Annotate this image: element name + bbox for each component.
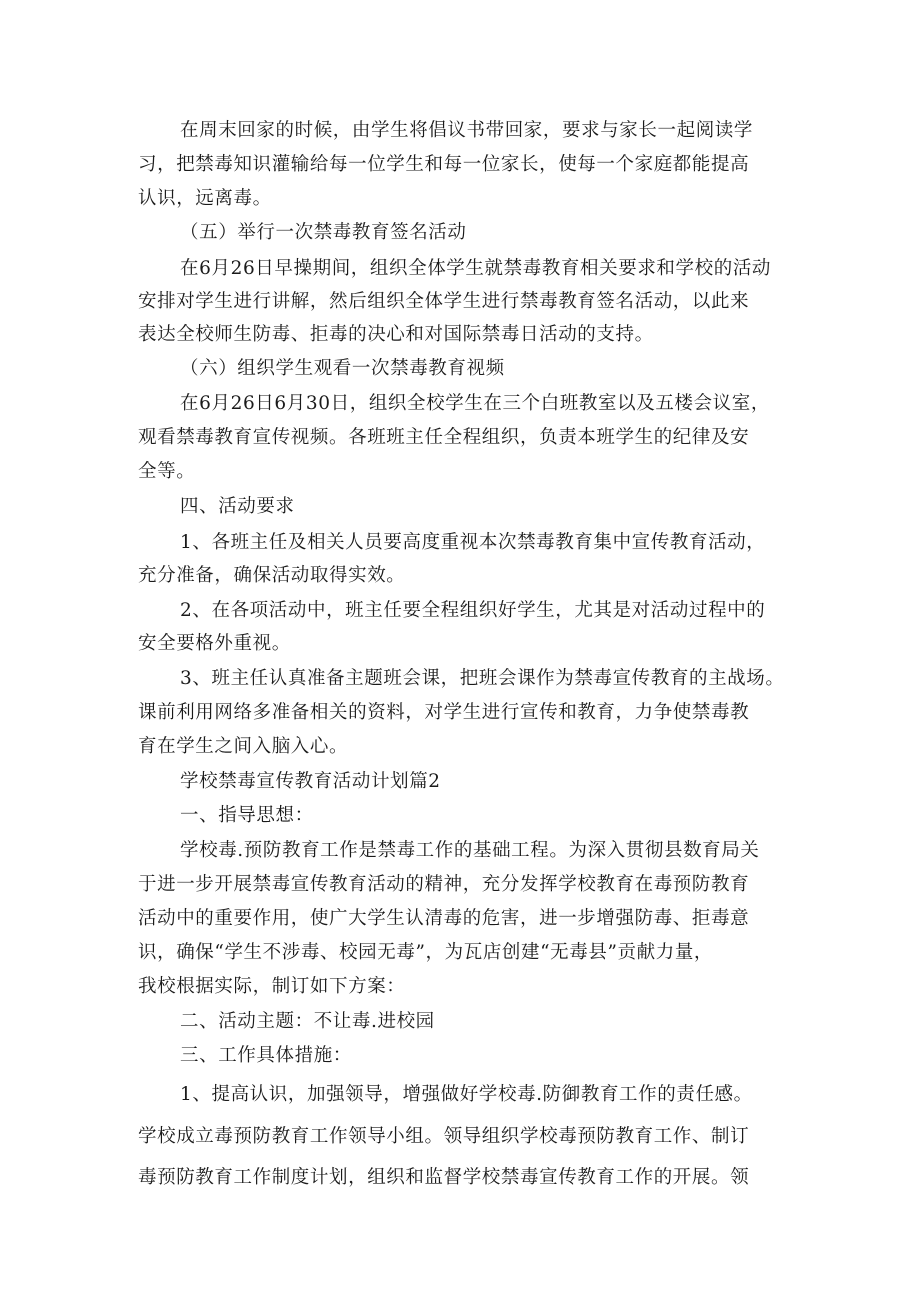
paragraph-line: 2、在各项活动中，班主任要全程组织好学生，尤其是对活动过程中的	[180, 600, 766, 621]
document-title: 学校禁毒宣传教育活动计划篇2	[180, 771, 441, 792]
paragraph-line: 课前利用网络多准备相关的资料，对学生进行宣传和教育，力争使禁毒教	[138, 702, 750, 723]
paragraph-line: 育在学生之间入脑入心。	[138, 736, 349, 757]
paragraph-line: 于进一步开展禁毒宣传教育活动的精神，充分发挥学校教育在毒预防教育	[138, 874, 750, 895]
section-heading: 二、活动主题：不让毒.进校园	[180, 1011, 435, 1032]
paragraph-line: 学校毒.预防教育工作是禁毒工作的基础工程。为深入贯彻县数育局关	[180, 840, 760, 861]
paragraph-line: 表达全校师生防毒、拒毒的决心和对国际禁毒日活动的支持。	[138, 324, 654, 345]
paragraph-line: 习，把禁毒知识灌输给每一位学生和每一位家长，使每一个家庭都能提高	[138, 154, 750, 175]
paragraph-line: 我校根据实际，制订如下方案：	[138, 976, 406, 997]
section-heading: （六）组织学生观看一次禁毒教育视频	[180, 358, 505, 379]
paragraph-line: 1、各班主任及相关人员要高度重视本次禁毒教育集中宣传教育活动，	[180, 532, 766, 553]
paragraph-line: 在6月26日早操期间，组织全体学生就禁毒教育相关要求和学校的活动	[180, 258, 772, 279]
paragraph-line: 3、班主任认真准备主题班会课，把班会课作为禁毒宣传教育的主战场。	[180, 668, 785, 689]
paragraph-line: 在周末回家的时候，由学生将倡议书带回家，要求与家长一起阅读学	[180, 120, 754, 141]
paragraph-line: 全等。	[138, 461, 196, 482]
paragraph-line: 活动中的重要作用，使广大学生认清毒的危害，进一步增强防毒、拒毒意	[138, 908, 750, 929]
paragraph-line: 识，确保“学生不涉毒、校园无毒”，为瓦店创建“无毒县”贡献力量，	[138, 942, 714, 963]
paragraph-line: 认识，远离毒。	[138, 188, 272, 209]
paragraph-line: 安排对学生进行讲解，然后组织全体学生进行禁毒教育签名活动，以此来	[138, 291, 750, 312]
paragraph-line: 观看禁毒教育宣传视频。各班班主任全程组织，负责本班学生的纪律及安	[138, 427, 750, 448]
paragraph-line: 在6月26日6月30日，组织全校学生在三个白班教室以及五楼会议室，	[180, 393, 770, 414]
paragraph-line: 学校成立毒预防教育工作领导小组。领导组织学校毒预防教育工作、制订	[138, 1126, 750, 1147]
paragraph-line: 安全要格外重视。	[138, 633, 291, 654]
section-heading: 四、活动要求	[180, 496, 295, 517]
section-heading: 一、指导思想：	[180, 805, 314, 826]
section-heading: （五）举行一次禁毒教育签名活动	[180, 222, 467, 243]
paragraph-line: 1、提高认识，加强领导，增强做好学校毒.防御教育工作的责任感。	[180, 1084, 753, 1105]
paragraph-line: 毒预防教育工作制度计划，组织和监督学校禁毒宣传教育工作的开展。领	[138, 1167, 750, 1188]
paragraph-line: 充分准备，确保活动取得实效。	[138, 565, 406, 586]
section-heading: 三、工作具体措施：	[180, 1045, 352, 1066]
